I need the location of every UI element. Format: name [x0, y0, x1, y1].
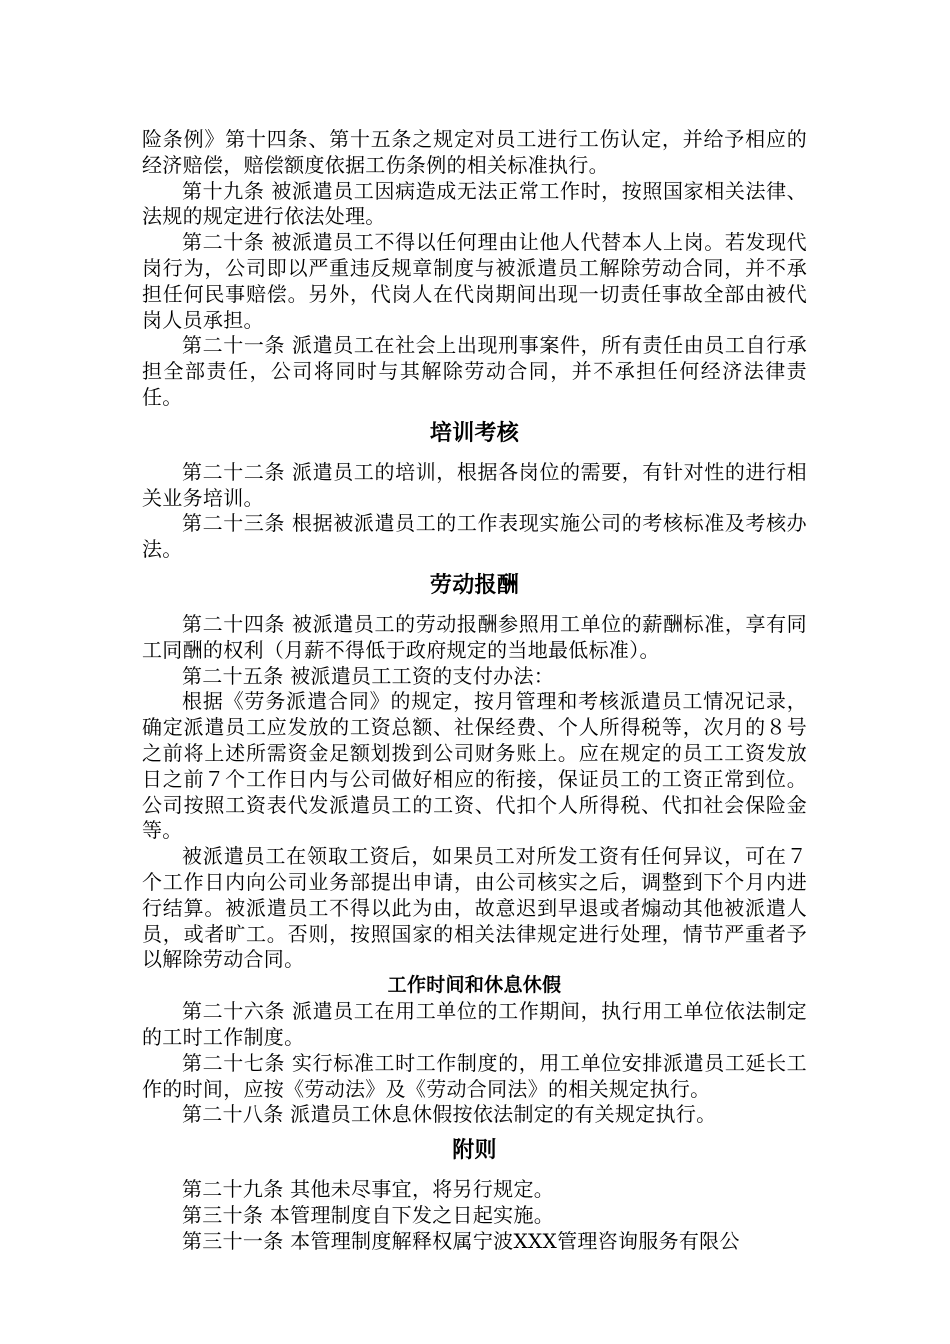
paragraph-article-26: 第二十六条 派遣员工在用工单位的工作期间，执行用工单位依法制定的工时工作制度。: [142, 999, 807, 1049]
paragraph-article-21: 第二十一条 派遣员工在社会上出现刑事案件，所有责任由员工自行承担全部责任，公司将同时与其解除劳动合同，并不承担任何经济法律责任。: [142, 333, 807, 409]
paragraph-article-27: 第二十七条 实行标准工时工作制度的，用工单位安排派遣员工延长工作的时间，应按《劳动法》及《劳动合同法》的相关规定执行。: [142, 1050, 807, 1101]
section-heading-working-hours: 工作时间和休息休假: [387, 974, 562, 997]
section-heading-compensation: 劳动报酬: [429, 572, 520, 598]
paragraph-article-23: 第二十三条 根据被派遣员工的工作表现实施公司的考核标准及考核办法。: [142, 511, 807, 562]
paragraph-article-25: 第二十五条 被派遣员工工资的支付办法：: [182, 663, 555, 688]
paragraph-article-28: 第二十八条 派遣员工休息休假按依法制定的有关规定执行。: [182, 1102, 717, 1127]
paragraph: 根据《劳务派遣合同》的规定，按月管理和考核派遣员工情况记录，确定派遣员工应发放的工资总额、社保经费、个人所得税等，次月的８号之前将上述所需资金足额划拨到公司财务账上。应在规定的员工工资发放日之前７个工作日内与公司做好相应的衔接，保证员工的工资正常到位。公司按照工资表代发派遣员工的工资、代扣个人所得税、代扣社会保险金等。: [142, 689, 807, 843]
section-heading-training: 培训考核: [429, 420, 520, 446]
section-heading-appendix: 附则: [452, 1138, 497, 1164]
paragraph-article-31: 第三十一条 本管理制度解释权属宁波XXX管理咨询服务有限公: [182, 1228, 740, 1253]
paragraph-article-19: 第十九条 被派遣员工因病造成无法正常工作时，按照国家相关法律、法规的规定进行依法处理。: [142, 178, 807, 229]
paragraph-article-24: 第二十四条 被派遣员工的劳动报酬参照用工单位的薪酬标准，享有同工同酬的权利（月薪不得低于政府规定的当地最低标准）。: [142, 611, 807, 662]
paragraph-article-30: 第三十条 本管理制度自下发之日起实施。: [182, 1202, 555, 1227]
paragraph-article-20: 第二十条 被派遣员工不得以任何理由让他人代替本人上岗。若发现代岗行为，公司即以严重违反规章制度与被派遣员工解除劳动合同，并不承担任何民事赔偿。另外，代岗人在代岗期间出现一切责任事故全部由被代岗人员承担。: [142, 230, 807, 332]
paragraph: 险条例》第十四条、第十五条之规定对员工进行工伤认定，并给予相应的经济赔偿，赔偿额度依据工伤条例的相关标准执行。: [142, 127, 807, 177]
paragraph-article-22: 第二十二条 派遣员工的培训，根据各岗位的需要，有针对性的进行相关业务培训。: [142, 459, 807, 510]
paragraph-article-29: 第二十九条 其他未尽事宜，将另行规定。: [182, 1177, 555, 1202]
paragraph: 被派遣员工在领取工资后，如果员工对所发工资有任何异议，可在７个工作日内向公司业务部提出申请，由公司核实之后，调整到下个月内进行结算。被派遣员工不得以此为由，故意迟到早退或者煽动其他被派遣人员，或者旷工。否则，按照国家的相关法律规定进行处理，情节严重者予以解除劳动合同。: [142, 844, 807, 972]
document-body: [142, 127, 807, 1254]
